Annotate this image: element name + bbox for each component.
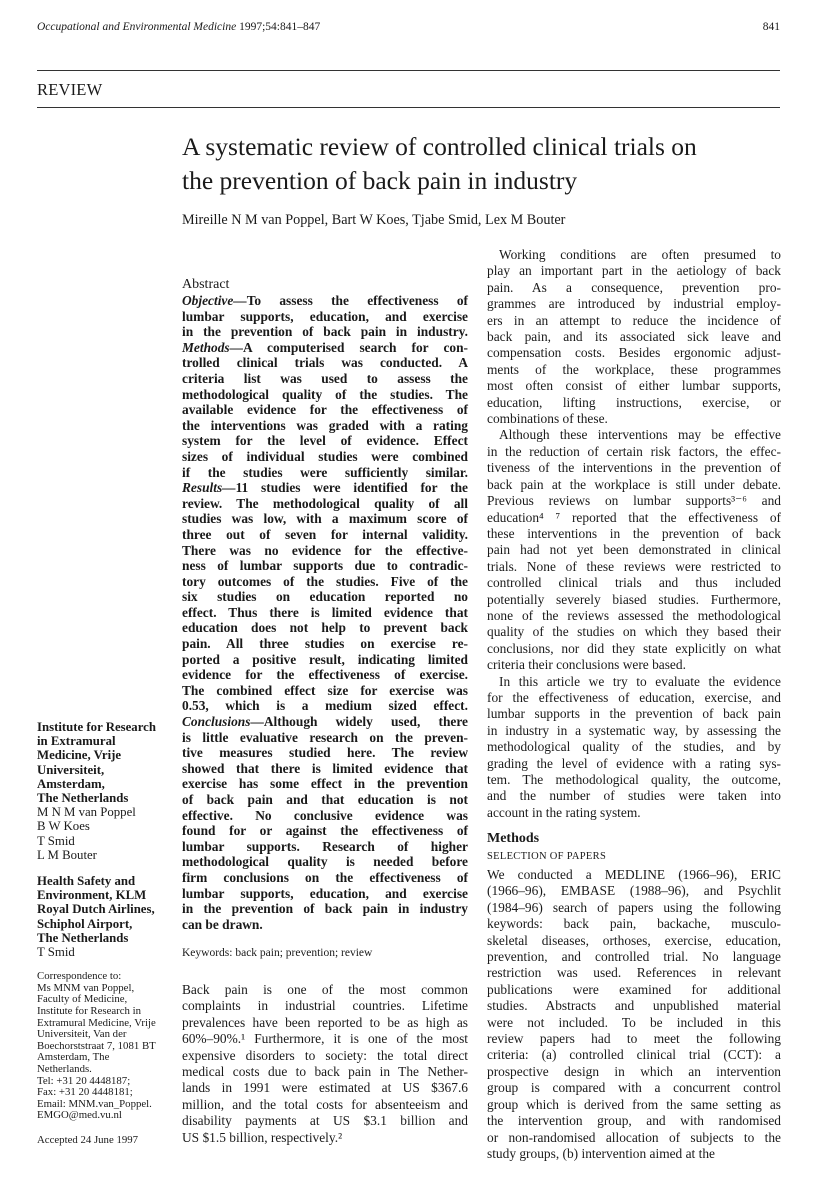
- line-text: criteria their conclusions were based.: [487, 657, 686, 673]
- line-text: (1984–96) search of papers using the following: [487, 899, 781, 915]
- line-text: lumbar supports. Research of higher: [182, 838, 468, 854]
- line-text: lumbar supports in the prevention of back pain: [487, 706, 781, 722]
- text-line: [487, 526, 781, 542]
- header-rule: [37, 70, 780, 71]
- text-line: [182, 1113, 468, 1129]
- line-text: lumbar supports, education, and exercise: [182, 885, 468, 901]
- text-line: [487, 296, 781, 312]
- line-text: found for or against the effectiveness of: [182, 823, 468, 839]
- text-line: [487, 1097, 781, 1113]
- line-text: methodological quality of the studies, and by: [487, 739, 781, 755]
- text-line: [182, 324, 468, 340]
- text-line: [182, 998, 468, 1014]
- text-line: [487, 247, 781, 263]
- text-line: [182, 667, 468, 683]
- text-line: [487, 493, 781, 509]
- affiliated-author: T Smid: [37, 945, 75, 960]
- text-line: [487, 1130, 781, 1146]
- affiliation: [37, 720, 177, 862]
- correspondence-line: Boechorststraat 7, 1081 BT: [37, 1039, 156, 1052]
- text-line: [182, 340, 468, 356]
- line-text: 60%–90%.¹ Furthermore, it is one of the most: [182, 1031, 468, 1047]
- correspondence-line: Universiteit, Van der: [37, 1028, 127, 1041]
- text-line: [487, 1113, 781, 1129]
- line-text: effective. No conclusive evidence was: [182, 807, 468, 823]
- text-line: [487, 542, 781, 558]
- correspondence-line: Institute for Research in: [37, 1005, 142, 1018]
- affiliation: [37, 874, 177, 959]
- text-line: [487, 949, 781, 965]
- line-text: six studies on education reported no: [182, 589, 468, 605]
- text-line: [182, 527, 468, 543]
- section-label: Methods—: [182, 339, 244, 355]
- line-text: ers in an attempt to reduce the incidence of: [487, 312, 781, 328]
- title-line: the prevention of back pain in industry: [182, 166, 578, 195]
- line-text: play an important part in the aetiology of back: [487, 263, 781, 279]
- line-text: prevalences have been reported to be as high as: [182, 1014, 468, 1030]
- line-text: tem. The methodological quality, the outcome,: [487, 772, 781, 787]
- line-text: the intervention group, and with randomised: [487, 1113, 781, 1129]
- line-text: trials. None of these reviews were restricted to: [487, 558, 781, 574]
- text-line: [182, 1080, 468, 1096]
- text-line: [182, 449, 468, 465]
- line-text: grammes are introduced by industrial employ-: [487, 296, 781, 312]
- text-line: [182, 714, 468, 730]
- text-line: [182, 886, 468, 902]
- paragraph: [487, 427, 781, 673]
- text-line: [487, 933, 781, 949]
- line-text: review papers had to meet the following: [487, 1031, 781, 1047]
- text-line: [182, 870, 468, 886]
- text-line: [182, 917, 468, 933]
- line-text: trolled clinical trials was conducted. A: [182, 355, 468, 371]
- line-text: effect. Thus there is limited evidence that: [182, 604, 468, 620]
- text-line: [487, 559, 781, 575]
- journal-name: Occupational and Environmental Medicine: [37, 21, 237, 33]
- line-text: of back pain and that education is not: [182, 792, 468, 807]
- line-text: tive measures studied here. The review: [182, 745, 468, 761]
- line-text: exercise has some effect in the prevention: [182, 776, 468, 792]
- author-list: Mireille N M van Poppel, Bart W Koes, Tjabe Smid, Lex M Bouter: [182, 212, 566, 228]
- correspondence-line: Email: MNM.van_Poppel.: [37, 1097, 152, 1110]
- keywords: Keywords: back pain; prevention; review: [182, 947, 373, 959]
- text-line: [182, 776, 468, 792]
- line-text: back pain, and its associated sick leave and: [487, 329, 781, 345]
- line-text: medical costs due to back pain in The Nether-: [182, 1064, 468, 1080]
- text-line: [487, 788, 781, 804]
- text-line: [182, 982, 468, 998]
- line-text: evidence for the effectiveness of exercise.: [182, 667, 468, 683]
- line-text: methodological quality of the studies. The: [182, 386, 468, 402]
- section-rule: [37, 107, 780, 108]
- text-line: [182, 558, 468, 574]
- institution-line: in Extramural: [37, 734, 116, 749]
- text-line: [182, 480, 468, 496]
- text-line: [182, 745, 468, 761]
- abstract: [182, 276, 468, 932]
- institution-line: Universiteit,: [37, 762, 105, 777]
- line-text: 0.53, which is a medium sized effect.: [182, 698, 468, 714]
- text-line: [182, 1130, 468, 1146]
- text-line: [487, 575, 781, 591]
- correspondence-line: Faculty of Medicine,: [37, 993, 128, 1006]
- line-text: group is compared with a concurrent control: [487, 1080, 781, 1096]
- text-line: [487, 1146, 781, 1162]
- text-line: [182, 1031, 468, 1047]
- text-line: [182, 387, 468, 403]
- line-text: system for the level of evidence. Effect: [182, 433, 468, 449]
- text-line: [487, 690, 781, 706]
- institution-line: Institute for Research: [37, 720, 156, 734]
- text-line: [487, 916, 781, 932]
- text-line: [487, 706, 781, 722]
- institution-line: Amsterdam,: [37, 776, 105, 791]
- line-text: In this article we try to evaluate the evidence: [499, 673, 781, 689]
- affiliated-author: L M Bouter: [37, 847, 97, 862]
- line-text: ments of the workplace, these programmes: [487, 361, 781, 377]
- text-line: [182, 418, 468, 434]
- line-text: available evidence for the effectiveness of: [182, 402, 468, 418]
- line-text: The combined effect size for exercise was: [182, 682, 468, 698]
- line-text: prospective design in which an intervention: [487, 1063, 781, 1079]
- text-line: [487, 362, 781, 378]
- institution-line: Environment, KLM: [37, 888, 147, 903]
- line-text: pain. As a consequence, prevention pro-: [487, 279, 781, 295]
- text-line: [182, 636, 468, 652]
- line-text: ported a positive result, indicating limited: [182, 651, 468, 667]
- text-line: [182, 496, 468, 512]
- text-line: [487, 592, 781, 608]
- text-line: [182, 620, 468, 636]
- line-text: controlled clinical trials and thus included: [487, 575, 781, 591]
- section-label: Conclusions—: [182, 714, 264, 730]
- text-line: [182, 605, 468, 621]
- text-line: [487, 883, 781, 899]
- line-text: back pain at the workplace is still under debate.: [487, 476, 781, 492]
- correspondence-line: Extramural Medicine, Vrije: [37, 1016, 156, 1029]
- line-text: for the effectiveness of education, exercise, and: [487, 689, 781, 705]
- line-text: studies was low, with a maximum score of: [182, 511, 468, 527]
- line-text: expensive disorders to society: the total direct: [182, 1047, 468, 1063]
- line-text: Although these interventions may be effective: [499, 427, 781, 443]
- line-text: sizes of individual studies were combined: [182, 448, 468, 464]
- line-text: showed that there is limited evidence that: [182, 760, 468, 776]
- text-line: [487, 1080, 781, 1096]
- line-text: grading the level of evidence with a rating sys-: [487, 755, 781, 771]
- line-text: skeletal diseases, orthoses, exercise, education,: [487, 932, 781, 948]
- line-text: criteria list was used to assess the: [182, 370, 468, 386]
- line-text: most often consist of either lumbar supports,: [487, 378, 781, 394]
- affiliated-author: T Smid: [37, 833, 75, 848]
- methods-heading: Methods: [487, 831, 540, 846]
- paragraph: [182, 982, 468, 1146]
- line-text: methodological quality is needed before: [182, 854, 468, 870]
- text-line: [487, 900, 781, 916]
- line-text: There was no evidence for the effective-: [182, 542, 468, 558]
- text-line: [487, 657, 781, 673]
- text-line: [182, 574, 468, 590]
- text-line: [182, 1064, 468, 1080]
- affiliated-author: B W Koes: [37, 819, 90, 834]
- line-text: Previous reviews on lumbar supports³⁻⁶ and: [487, 493, 781, 509]
- text-line: [487, 1064, 781, 1080]
- line-text: pain had not yet been demonstrated in clinical: [487, 542, 781, 558]
- text-line: [182, 698, 468, 714]
- line-text: conclusions, nor did they state explicitly on what: [487, 640, 781, 656]
- line-text: in the prevention of back pain in industry: [182, 901, 468, 917]
- section-label: Objective—: [182, 293, 247, 308]
- text-line: [182, 589, 468, 605]
- line-text: combinations of these.: [487, 411, 608, 427]
- correspondence-line: Ms MNM van Poppel,: [37, 981, 135, 994]
- text-line: [182, 792, 468, 808]
- text-line: [182, 1048, 468, 1064]
- line-text: tiveness of the interventions in the prevention of: [487, 460, 781, 476]
- institution-line: Schiphol Airport,: [37, 916, 133, 931]
- section-label: REVIEW: [37, 80, 103, 99]
- line-text: education does not help to prevent back: [182, 620, 468, 636]
- institution-line: Health Safety and: [37, 874, 136, 889]
- text-line: [182, 371, 468, 387]
- line-text: education⁴ ⁷ reported that the effectiveness of: [487, 509, 781, 525]
- text-line: [182, 683, 468, 699]
- line-text: three out of seven for internal validity.: [182, 526, 468, 542]
- line-text: lumbar supports, education, and exercise: [182, 308, 468, 324]
- citation: 1997;54:841–847: [239, 21, 321, 33]
- text-line: [182, 511, 468, 527]
- text-line: [487, 329, 781, 345]
- intro-text: [182, 982, 468, 1146]
- text-line: [182, 433, 468, 449]
- line-text: restriction was used. References in relevant: [487, 965, 781, 981]
- institution-line: Medicine, Vrije: [37, 748, 122, 763]
- text-line: [487, 772, 781, 788]
- text-line: [182, 823, 468, 839]
- text-line: [487, 460, 781, 476]
- text-line: [487, 867, 781, 883]
- text-line: [487, 378, 781, 394]
- text-line: [487, 444, 781, 460]
- institution-line: Royal Dutch Airlines,: [37, 902, 155, 917]
- text-line: [487, 395, 781, 411]
- text-line: [182, 652, 468, 668]
- line-text: prevention, and controlled trial. No language: [487, 949, 781, 965]
- paragraph: [487, 247, 781, 427]
- text-line: [487, 641, 781, 657]
- line-text: group which is derived from the same setting as: [487, 1096, 781, 1112]
- affiliations: [37, 720, 177, 959]
- line-text: is little evaluative research on the preven-: [182, 729, 468, 745]
- text-line: [182, 1097, 468, 1113]
- text-line: [487, 756, 781, 772]
- line-text: the interventions was graded with a rating: [182, 417, 468, 433]
- title-line: A systematic review of controlled clinical trials on: [182, 132, 697, 161]
- text-line: [487, 427, 781, 443]
- text-line: [182, 1015, 468, 1031]
- line-text: ness of lumbar supports due to contradic-: [182, 558, 468, 574]
- line-text: US $1.5 billion, respectively.²: [182, 1129, 343, 1145]
- correspondence-line: Netherlands.: [37, 1063, 92, 1075]
- text-line: [487, 624, 781, 640]
- text-line: [487, 982, 781, 998]
- text-line: [182, 730, 468, 746]
- line-text: compensation costs. Besides ergonomic adjust-: [487, 345, 781, 361]
- line-text: million, and the total costs for absenteeism and: [182, 1096, 468, 1112]
- line-text: and the number of studies were taken into: [487, 788, 781, 804]
- text-line: [487, 1047, 781, 1063]
- line-text: were not included. To be included in this: [487, 1014, 781, 1030]
- line-text: study groups, (b) intervention aimed at the: [487, 1145, 715, 1161]
- text-line: [182, 808, 468, 824]
- text-line: [182, 901, 468, 917]
- text-line: [182, 761, 468, 777]
- text-line: [182, 309, 468, 325]
- methods-subheading: SELECTION OF PAPERS: [487, 851, 607, 862]
- line-text: We conducted a MEDLINE (1966–96), ERIC: [487, 867, 781, 882]
- section-label: Results—: [182, 480, 236, 496]
- line-text: account in the rating system.: [487, 804, 641, 820]
- text-line: [487, 723, 781, 739]
- line-text: Although widely used, there: [263, 714, 468, 730]
- accepted-date: Accepted 24 June 1997: [37, 1133, 139, 1146]
- line-text: quality of the studies on which they based their: [487, 624, 781, 640]
- text-line: [487, 739, 781, 755]
- text-line: [182, 355, 468, 371]
- correspondence-line: Correspondence to:: [37, 970, 122, 983]
- text-line: [487, 345, 781, 361]
- line-text: keywords: back pain, backache, musculo-: [487, 916, 781, 932]
- correspondence-line: EMGO@med.vu.nl: [37, 1109, 122, 1122]
- institution-line: The Netherlands: [37, 930, 129, 945]
- line-text: Back pain is one of the most common: [182, 982, 468, 997]
- text-line: [487, 608, 781, 624]
- line-text: in industry in a systematic way, by assessing the: [487, 722, 781, 738]
- text-line: [487, 411, 781, 427]
- text-line: [182, 543, 468, 559]
- text-line: [487, 674, 781, 690]
- line-text: 11 studies were identified for the: [235, 480, 468, 496]
- line-text: potentially severely biased studies. Furthermore,: [487, 591, 781, 607]
- line-text: in the reduction of certain risk factors, the effec-: [487, 443, 781, 459]
- article-title: [182, 130, 782, 198]
- institution-line: The Netherlands: [37, 791, 129, 806]
- text-line: [487, 477, 781, 493]
- line-text: education, lifting instructions, exercise, or: [487, 394, 781, 410]
- page-number: 841: [762, 21, 780, 33]
- text-line: [487, 805, 781, 821]
- methods-text: [487, 867, 781, 1162]
- text-line: [487, 510, 781, 526]
- text-line: [487, 313, 781, 329]
- text-line: [487, 965, 781, 981]
- line-text: complaints in industrial countries. Lifetime: [182, 998, 468, 1014]
- line-text: pain. All three studies on exercise re-: [182, 636, 468, 652]
- text-line: [182, 839, 468, 855]
- line-text: A computerised search for con-: [243, 339, 468, 355]
- line-text: if the studies were sufficiently similar.: [182, 464, 468, 480]
- line-text: Working conditions are often presumed to: [499, 247, 781, 262]
- line-text: firm conclusions on the effectiveness of: [182, 869, 468, 885]
- line-text: lands in 1991 were estimated at US $367.6: [182, 1080, 468, 1096]
- text-line: [182, 293, 468, 309]
- text-line: [487, 263, 781, 279]
- line-text: disability payments at US $3.1 billion and: [182, 1113, 468, 1129]
- line-text: these interventions in the prevention of back: [487, 525, 781, 541]
- line-text: publications were examined for additional: [487, 981, 781, 997]
- line-text: tory outcomes of the studies. Five of the: [182, 573, 468, 589]
- margin-notes: [37, 720, 177, 1146]
- line-text: studies. Abstracts and unpublished material: [487, 998, 781, 1014]
- text-line: [182, 465, 468, 481]
- correspondence-line: Fax: +31 20 4448181;: [37, 1086, 133, 1099]
- line-text: To assess the effectiveness of: [246, 293, 468, 308]
- text-line: [487, 280, 781, 296]
- affiliated-author: M N M van Poppel: [37, 805, 136, 820]
- right-column-text: [487, 247, 781, 821]
- line-text: can be drawn.: [182, 916, 263, 932]
- paragraph: [487, 867, 781, 1162]
- line-text: (1966–96), EMBASE (1988–96), and Psychlit: [487, 883, 781, 899]
- line-text: none of the reviews assessed the methodological: [487, 607, 781, 623]
- paragraph: [182, 293, 468, 932]
- line-text: review. The methodological quality of all: [182, 495, 468, 511]
- paragraph: [487, 674, 781, 822]
- correspondence-line: Tel: +31 20 4448187;: [37, 1074, 131, 1087]
- text-line: [487, 998, 781, 1014]
- text-line: [182, 402, 468, 418]
- text-line: [487, 1031, 781, 1047]
- correspondence: [37, 971, 177, 1122]
- line-text: or non-randomised allocation of subjects to the: [487, 1129, 781, 1145]
- correspondence-line: Amsterdam, The: [37, 1051, 110, 1064]
- journal-citation: [37, 21, 320, 33]
- line-text: in the prevention of back pain in industry.: [182, 324, 468, 340]
- line-text: criteria: (a) controlled clinical trial (CCT): a: [487, 1047, 781, 1063]
- abstract-body: [182, 293, 468, 932]
- text-line: [182, 854, 468, 870]
- text-line: [487, 1015, 781, 1031]
- abstract-heading: Abstract: [182, 277, 230, 292]
